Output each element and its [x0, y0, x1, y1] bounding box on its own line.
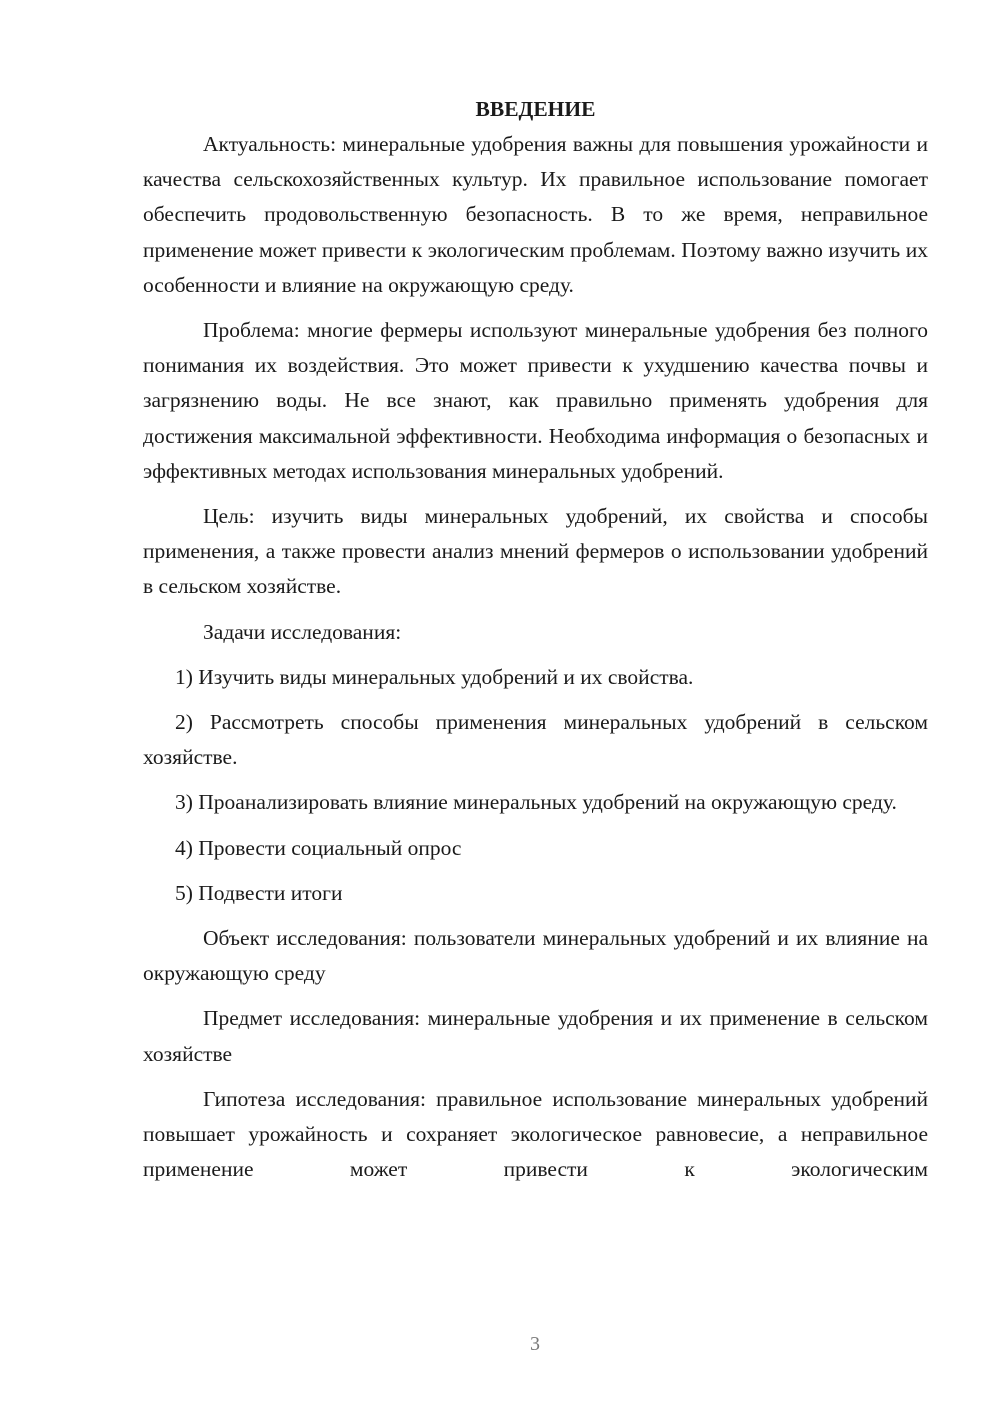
task-item-1: 1) Изучить виды минеральных удобрений и их свойства.	[175, 664, 694, 689]
paragraph-goal: Цель: изучить виды минеральных удобрений, их свойства и способы применения, а также провести анализ мнений фермеров о использовании удобрений в сельском хозяйстве.	[143, 504, 928, 599]
paragraph-subject: Предмет исследования: минеральные удобрения и их применение в сельском хозяйстве	[143, 1006, 928, 1066]
paragraph-problem: Проблема: многие фермеры используют минеральные удобрения без полного понимания их воздействия. Это может привести к ухудшению качества почвы и загрязнению воды. Не все знают, как правильно применять удобрения для достижения максимальной эффективности. Необходима информация о безопасных и эффективных методах использования минеральных удобрений.	[143, 318, 928, 483]
document-page	[143, 92, 928, 1197]
task-item-2: 2) Рассмотреть способы применения минеральных удобрений в сельском хозяйстве.	[143, 710, 928, 770]
paragraph-hypothesis: Гипотеза исследования: правильное использование минеральных удобрений повышает урожайность и сохраняет экологическое равновесие, а неправильное применение может привести к экологическим	[143, 1086, 928, 1182]
paragraph-relevance: Актуальность: минеральные удобрения важны для повышения урожайности и качества сельскохозяйственных культур. Их правильное использование помогает обеспечить продовольственную безопасность. В то же время, неправильное применение может привести к экологическим проблемам. Поэтому важно изучить их особенности и влияние на окружающую среду.	[143, 132, 928, 297]
page-title: ВВЕДЕНИЕ	[475, 97, 596, 121]
task-item-4: 4) Провести социальный опрос	[175, 835, 462, 860]
task-item-5: 5) Подвести итоги	[175, 880, 343, 905]
task-item-3: 3) Проанализировать влияние минеральных удобрений на окружающую среду.	[175, 790, 897, 815]
page-number: 3	[530, 1333, 540, 1355]
tasks-title: Задачи исследования:	[203, 619, 402, 644]
paragraph-object: Объект исследования: пользователи минеральных удобрений и их влияние на окружающую среду	[143, 926, 928, 986]
